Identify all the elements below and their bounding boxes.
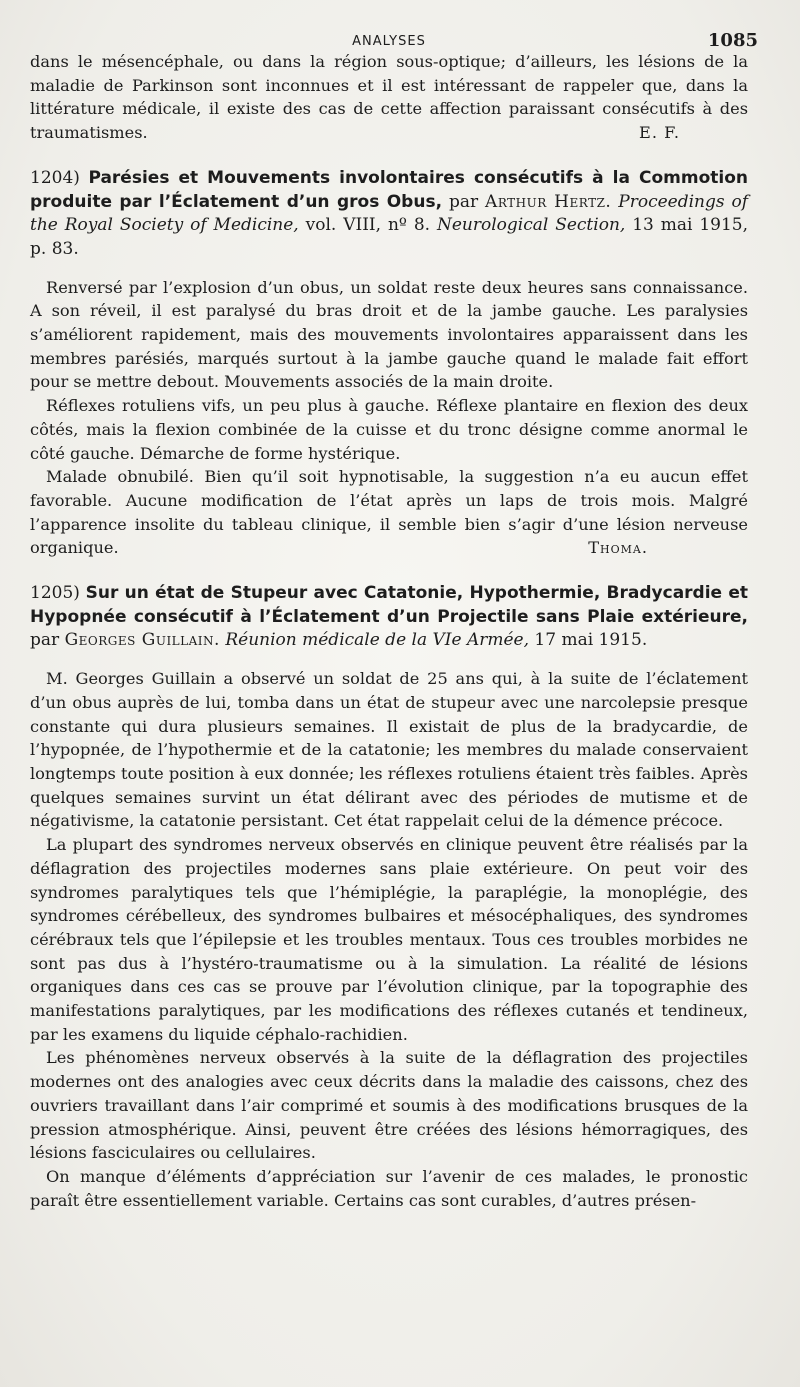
article-1204-author-prefix: par <box>448 191 479 212</box>
article-1204-paragraph-3-text: Malade obnubilé. Bien qu’il soit hypnotisable, la suggestion n’a eu aucun effet favorable. Aucune modification de l’état après un laps de trois mois. Malgré l’apparence insolite du tableau clinique, il semble bien s’agir d’une lésion nerveuse organique. <box>30 467 748 558</box>
article-1204-number: 1204) <box>30 167 80 188</box>
article-1204-title: Parésies et Mouvements involontaires consécutifs à la Commotion produite par l’Éclatement d’un gros Obus, <box>30 167 749 212</box>
article-1204-author: Arthur Hertz. <box>485 191 612 212</box>
article-1204 <box>30 167 748 560</box>
article-1205-number: 1205) <box>30 583 80 604</box>
article-1204-source: Proceedings of the Royal Society of Medicine, <box>30 191 749 236</box>
running-head-title: ANALYSES <box>352 34 426 49</box>
intro-text: dans le mésencéphale, ou dans la région sous-optique; d’ailleurs, les lésions de la maladie de Parkinson sont inconnues et il est intéressant de rappeler que, dans la littérature médicale, il existe des cas de cette affection paraissant consécutifs à des traumatismes. <box>30 52 748 143</box>
article-1204-body <box>30 276 748 560</box>
article-1204-section: Neurological Section, <box>436 215 626 236</box>
page-number: 1085 <box>707 30 758 51</box>
article-1204-date: 13 mai 1915, p. 83. <box>30 215 749 259</box>
article-1205-source: Réunion médicale de la VIe Armée, <box>225 630 530 651</box>
article-1205 <box>30 582 748 1212</box>
article-1205-paragraph-4: On manque d’éléments d’appréciation sur l’avenir de ces malades, le pronostic paraît être essentiellement variable. Certains cas sont curables, d’autres présen- <box>30 1166 748 1210</box>
running-head <box>30 0 758 51</box>
article-1205-heading <box>30 582 748 653</box>
intro-block <box>30 50 748 145</box>
article-1205-paragraph-1: M. Georges Guillain a observé un soldat de 25 ans qui, à la suite de l’éclatement d’un obus auprès de lui, tomba dans un état de stupeur avec une narcolepsie presque constante qui dura plusieurs semaines. Il existait de plus de la bradycardie, de l’hypopnée, de l’hypothermie et de la catatonie; les membres du malade conservaient longtemps toute position à eux donnée; les réflexes rotuliens étaient très faibles. Après quelques semaines survint un état délirant avec des périodes de mutisme et de négativisme, la catatonie persistant. Cet état rappelait celui de la démence précoce. <box>30 669 748 831</box>
article-1204-volume: vol. VIII, nº 8. <box>305 215 431 236</box>
article-1204-paragraph-1: Renversé par l’explosion d’un obus, un soldat reste deux heures sans connaissance. A son réveil, il est paralysé du bras droit et de la jambe gauche. Les paralysies s’améliorent rapidement, mais des mouvements involontaires apparaissent dans les membres parésiés, marqués surtout à la jambe gauche quand le malade fait effort pour se mettre debout. Mouvements associés de la main droite. <box>30 277 748 392</box>
article-1204-heading <box>30 167 748 262</box>
intro-signature: E. F. <box>639 123 680 143</box>
article-1205-author-prefix: par <box>30 630 60 651</box>
article-1204-signature: Thoma. <box>588 538 648 558</box>
article-1204-paragraph-2: Réflexes rotuliens vifs, un peu plus à gauche. Réflexe plantaire en flexion des deux côtés, mais la flexion combinée de la cuisse et du tronc désigne comme anormal le côté gauche. Démarche de forme hystérique. <box>30 396 748 463</box>
article-1205-author: Georges Guillain. <box>64 630 220 651</box>
article-1205-title: Sur un état de Stupeur avec Catatonie, Hypothermie, Bradycardie et Hypopnée consécutif à l’Éclatement d’un Projectile sans Plaie extérieure, <box>30 583 748 627</box>
article-1204-paragraph-3 <box>30 465 748 560</box>
intro-paragraph <box>30 50 748 145</box>
article-1205-paragraph-3: Les phénomènes nerveux observés à la suite de la déflagration des projectiles modernes ont des analogies avec ceux décrits dans la maladie des caissons, chez des ouvriers travaillant dans l’air comprimé et soumis à des modifications brusques de la pression atmosphérique. Ainsi, peuvent être créées des lésions hémorragiques, des lésions fasciculaires ou cellulaires. <box>30 1048 748 1163</box>
article-1205-body <box>30 667 748 1212</box>
article-1205-paragraph-2: La plupart des syndromes nerveux observés en clinique peuvent être réalisés par la déflagration des projectiles modernes sans plaie extérieure. On peut voir des syndromes paralytiques tels que l’hémiplégie, la paraplégie, la monoplégie, des syndromes cérébelleux, des syndromes bulbaires et mésocéphaliques, des syndromes cérébraux tels que l’épilepsie et les troubles mentaux. Tous ces troubles morbides ne sont pas dus à l’hystéro-traumatisme ou à la simulation. La réalité de lésions organiques dans ces cas se prouve par l’évolution clinique, par la topographie des manifestations paralytiques, par les modifications des réflexes cutanés et tendineux, par les examens du liquide céphalo-rachidien. <box>30 835 748 1044</box>
article-1205-date: 17 mai 1915. <box>534 630 648 651</box>
